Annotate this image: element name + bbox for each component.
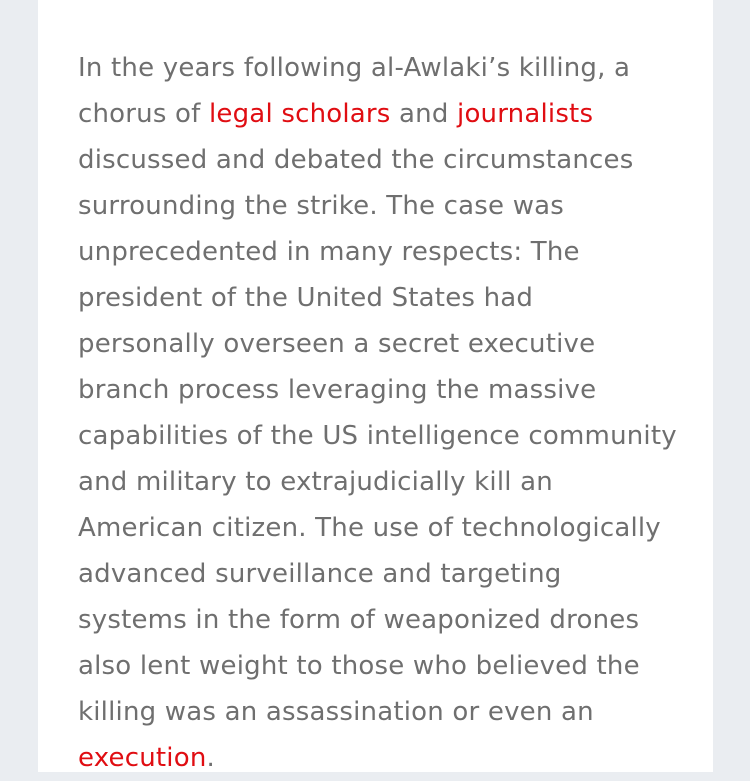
paragraph-text-3: discussed and debated the circumstances surrounding the strike. The case was unprecedented in many respects: The president of the United States had personally overseen a secret executive branch process leveraging the massive capabilities of the US intelligence community and military to extrajudicially kill an American citizen. The use of technologically advanced surveillance and targeting systems in the form of weaponized drones also lent weight to those who believed the killing was an assassination or even an — [78, 145, 677, 727]
paragraph-text-4: . — [206, 743, 215, 773]
article-paragraph — [78, 45, 678, 781]
legal-scholars-link[interactable]: legal scholars — [208, 99, 391, 129]
execution-link[interactable]: execution — [78, 743, 207, 773]
paragraph-text-1: In the years following al-Awlaki’s killing, a chorus of — [78, 53, 631, 129]
paragraph-text-2: and — [390, 99, 458, 129]
journalists-link[interactable]: journalists — [457, 99, 594, 129]
article-page — [38, 0, 713, 772]
